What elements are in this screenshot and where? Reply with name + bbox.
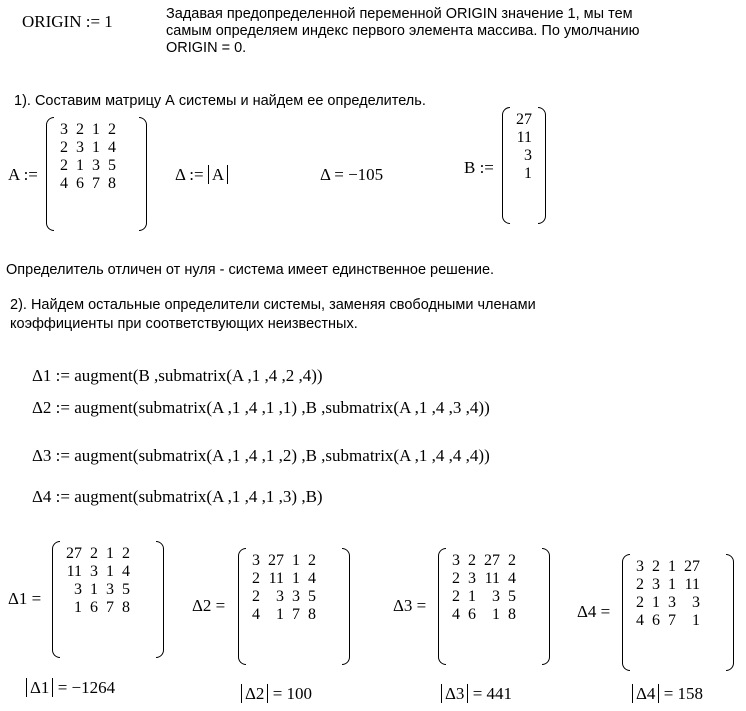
matrix-cell: 4 (636, 612, 644, 629)
delta4-det-value: = 158 (663, 684, 704, 703)
delta2-det-name: Δ2 (241, 684, 268, 703)
matrix-cell: 1 (106, 545, 114, 562)
matrix-bracket-left (622, 554, 630, 671)
matrix-cell: 2 (308, 552, 316, 569)
determinant-definition-arg: A (208, 165, 228, 184)
matrix-cell: 11 (684, 576, 700, 593)
matrix-bracket-left (52, 541, 60, 658)
matrix-cell: 11 (516, 129, 532, 146)
matrix-cell: 3 (60, 121, 68, 138)
determinant-value: Δ = −105 (320, 165, 384, 184)
matrix-row (56, 139, 120, 157)
matrix-cell: 1 (74, 599, 82, 616)
delta4-label: Δ4 = (577, 602, 611, 621)
matrix-row (448, 552, 520, 570)
matrix-cell: 2 (508, 552, 516, 569)
matrix-bracket-left (238, 548, 246, 665)
matrix-bracket-left (46, 117, 54, 231)
matrix-cell: 3 (90, 563, 98, 580)
matrix-cell: 6 (652, 612, 660, 629)
matrix-bracket-right (538, 107, 546, 224)
matrix-cell: 4 (308, 570, 316, 587)
step2-title-line-1: 2). Найдем остальные определители системы, заменяя свободными членами (10, 297, 536, 313)
matrix-cell: 27 (268, 552, 284, 569)
matrix-row (248, 588, 320, 606)
origin-note-line-1: Задавая предопределенной переменной ORIGIN значение 1, мы тем (166, 6, 633, 22)
determinant-definition-lhs: Δ := (175, 165, 204, 184)
matrix-cell: 2 (636, 576, 644, 593)
matrix-cell: 5 (308, 588, 316, 605)
matrix-row (248, 570, 320, 588)
matrix-cell: 1 (276, 606, 284, 623)
matrix-cell: 27 (484, 552, 500, 569)
matrix-cell: 3 (452, 552, 460, 569)
matrix-row (512, 165, 536, 183)
delta3-definition: Δ3 := augment(submatrix(A ,1 ,4 ,1 ,2) ,B ,submatrix(A ,1 ,4 ,4 ,4)) (32, 446, 490, 465)
matrix-cell: 7 (106, 599, 114, 616)
delta3-determinant (441, 684, 512, 704)
determinant-definition (175, 165, 228, 185)
delta2-det-value: = 100 (272, 684, 313, 703)
matrix-row (62, 563, 134, 581)
delta4-definition: Δ4 := augment(submatrix(A ,1 ,4 ,1 ,3) ,B) (32, 487, 323, 506)
delta1-definition: Δ1 := augment(B ,submatrix(A ,1 ,4 ,2 ,4)) (32, 366, 323, 385)
matrix-cell: 8 (308, 606, 316, 623)
matrix-A (46, 117, 147, 231)
delta2-definition: Δ2 := augment(submatrix(A ,1 ,4 ,1 ,1) ,B ,submatrix(A ,1 ,4 ,3 ,4)) (32, 398, 490, 417)
matrix-cell: 3 (92, 157, 100, 174)
delta2-determinant (241, 684, 312, 704)
matrix-row (62, 545, 134, 563)
matrix-cell: 2 (652, 558, 660, 575)
matrix-cell: 5 (108, 157, 116, 174)
matrix-row (632, 612, 704, 630)
matrix-cell: 1 (524, 165, 532, 182)
matrix-cell: 5 (508, 588, 516, 605)
matrix-cell: 8 (122, 599, 130, 616)
matrix-cell: 3 (668, 594, 676, 611)
matrix-cell: 1 (76, 157, 84, 174)
matrix-row (448, 588, 520, 606)
matrix-cell: 2 (76, 121, 84, 138)
matrix-cell: 4 (122, 563, 130, 580)
matrix-cell: 4 (108, 139, 116, 156)
matrix-cell: 7 (292, 606, 300, 623)
matrix-cell: 1 (468, 588, 476, 605)
delta3-label: Δ3 = (393, 596, 427, 615)
delta2-label: Δ2 = (192, 596, 226, 615)
matrix-bracket-left (502, 107, 510, 224)
matrix-cell: 3 (292, 588, 300, 605)
matrix-row (632, 576, 704, 594)
vector-B (502, 107, 546, 224)
matrix-cell: 2 (90, 545, 98, 562)
matrix-cell: 3 (106, 581, 114, 598)
delta4-determinant (632, 684, 703, 704)
delta1-label: Δ1 = (8, 589, 42, 608)
matrix-cell: 2 (122, 545, 130, 562)
matrix-row (248, 552, 320, 570)
matrix-row (448, 570, 520, 588)
matrix-cell: 4 (252, 606, 260, 623)
matrix-cell: 1 (492, 606, 500, 623)
matrix-cell: 3 (492, 588, 500, 605)
matrix-cell: 3 (76, 139, 84, 156)
matrix-cell: 2 (60, 157, 68, 174)
matrix-A-label: A := (8, 165, 38, 184)
matrix-cell: 2 (468, 552, 476, 569)
matrix-bracket-right (542, 548, 550, 665)
matrix-cell: 2 (452, 588, 460, 605)
delta4-det-name: Δ4 (632, 684, 659, 703)
matrix-cell: 27 (684, 558, 700, 575)
matrix-bracket-right (156, 541, 164, 658)
matrix-bracket-left (438, 548, 446, 665)
matrix-bracket-right (342, 548, 350, 665)
origin-note-line-3: ORIGIN = 0. (166, 40, 247, 56)
matrix-cell: 27 (66, 545, 82, 562)
matrix-cell: 4 (508, 570, 516, 587)
matrix-cell: 11 (66, 563, 82, 580)
matrix-cell: 6 (76, 175, 84, 192)
matrix-cell: 1 (92, 139, 100, 156)
matrix-cell: 1 (692, 612, 700, 629)
matrix-cell: 4 (60, 175, 68, 192)
matrix-cell: 1 (668, 558, 676, 575)
matrix-cell: 3 (692, 594, 700, 611)
delta2-matrix (238, 548, 350, 665)
step1-title: 1). Составим матрицу А системы и найдем ее определитель. (14, 93, 426, 109)
matrix-cell: 2 (108, 121, 116, 138)
matrix-cell: 1 (106, 563, 114, 580)
matrix-cell: 1 (292, 552, 300, 569)
matrix-cell: 11 (268, 570, 284, 587)
matrix-row (632, 558, 704, 576)
delta1-det-name: Δ1 (26, 678, 53, 697)
origin-definition: ORIGIN := 1 (22, 12, 113, 31)
matrix-cell: 2 (636, 594, 644, 611)
matrix-cell: 2 (60, 139, 68, 156)
matrix-cell: 3 (524, 147, 532, 164)
matrix-row (56, 175, 120, 193)
matrix-cell: 1 (292, 570, 300, 587)
step2-title-line-2: коэффициенты при соответствующих неизвестных. (10, 316, 358, 332)
matrix-cell: 7 (92, 175, 100, 192)
matrix-row (248, 606, 320, 624)
matrix-row (512, 111, 536, 129)
matrix-cell: 2 (252, 570, 260, 587)
matrix-cell: 1 (92, 121, 100, 138)
matrix-cell: 1 (652, 594, 660, 611)
matrix-cell: 3 (468, 570, 476, 587)
matrix-row (56, 157, 120, 175)
matrix-cell: 1 (668, 576, 676, 593)
matrix-cell: 3 (636, 558, 644, 575)
matrix-cell: 3 (652, 576, 660, 593)
matrix-cell: 3 (74, 581, 82, 598)
matrix-cell: 4 (452, 606, 460, 623)
delta1-matrix (52, 541, 164, 658)
matrix-bracket-right (139, 117, 147, 231)
matrix-cell: 3 (276, 588, 284, 605)
matrix-cell: 8 (108, 175, 116, 192)
matrix-cell: 2 (252, 588, 260, 605)
matrix-cell: 8 (508, 606, 516, 623)
matrix-row (448, 606, 520, 624)
matrix-cell: 5 (122, 581, 130, 598)
delta3-det-name: Δ3 (441, 684, 468, 703)
matrix-row (632, 594, 704, 612)
delta4-matrix (622, 554, 734, 671)
uniqueness-note: Определитель отличен от нуля - система имеет единственное решение. (6, 262, 495, 278)
matrix-cell: 2 (452, 570, 460, 587)
delta1-determinant (26, 678, 115, 698)
delta3-matrix (438, 548, 550, 665)
matrix-bracket-right (726, 554, 734, 671)
delta1-det-value: = −1264 (57, 678, 116, 697)
vector-B-label: B := (464, 158, 494, 177)
matrix-row (56, 121, 120, 139)
matrix-cell: 3 (252, 552, 260, 569)
matrix-cell: 1 (90, 581, 98, 598)
origin-note-line-2: самым определяем индекс первого элемента массива. По умолчанию (166, 23, 640, 39)
matrix-cell: 27 (516, 111, 532, 128)
matrix-row (62, 599, 134, 617)
matrix-cell: 7 (668, 612, 676, 629)
matrix-row (512, 129, 536, 147)
matrix-row (62, 581, 134, 599)
matrix-cell: 6 (468, 606, 476, 623)
matrix-cell: 11 (484, 570, 500, 587)
delta3-det-value: = 441 (472, 684, 513, 703)
matrix-row (512, 147, 536, 165)
matrix-cell: 6 (90, 599, 98, 616)
